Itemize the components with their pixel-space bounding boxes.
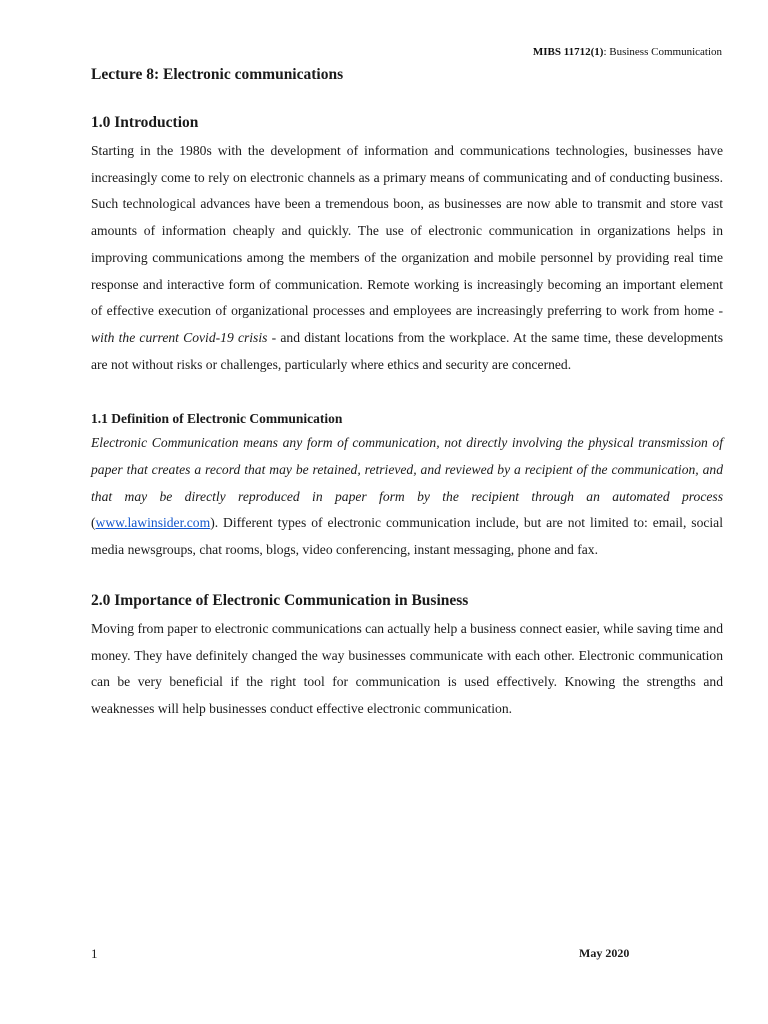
lecture-title: Lecture 8: Electronic communications bbox=[91, 66, 344, 83]
intro-paragraph bbox=[91, 138, 723, 378]
definition-section bbox=[91, 408, 723, 564]
definition-rest-text: ). Different types of electronic communication include, but are not limited to: email, social media newsgroups, chat rooms, blogs, video conferencing, instant messaging, phone and fax. bbox=[91, 515, 723, 558]
intro-heading: 1.0 Introduction bbox=[91, 114, 199, 131]
page-header bbox=[533, 46, 722, 58]
page-number: 1 bbox=[91, 946, 98, 961]
importance-heading: 2.0 Importance of Electronic Communication in Business bbox=[91, 591, 469, 609]
definition-open-paren: ( bbox=[91, 515, 96, 531]
lawinsider-link[interactable]: www.lawinsider.com bbox=[95, 515, 211, 531]
definition-heading: 1.1 Definition of Electronic Communication bbox=[91, 411, 343, 427]
definition-paragraph bbox=[91, 430, 723, 564]
importance-section bbox=[91, 590, 723, 723]
intro-text-part2: - and distant locations from the workplace. At the same time, these developments are not without risks or challenges, particularly where ethics and security are concerned. bbox=[91, 329, 724, 372]
definition-italic-text: Electronic Communication means any form of communication, not directly involving the physical transmission of paper that creates a record that may be retained, retrieved, and reviewed by a recipient of the communication, and that may be directly reproduced in paper form by the recipient through an automated process bbox=[91, 435, 723, 504]
course-code: MIBS 11712(1) bbox=[532, 46, 604, 58]
course-separator: : bbox=[603, 46, 610, 58]
intro-italic-text: with the current Covid-19 crisis bbox=[91, 329, 268, 345]
intro-section bbox=[91, 112, 723, 378]
course-title: Business Communication bbox=[609, 46, 722, 58]
footer-date: May 2020 bbox=[579, 946, 630, 960]
intro-text-part1: Starting in the 1980s with the development of information and communications technologies, businesses have increasingly come to rely on electronic channels as a primary means of communicating and of conducting business. Such technological advances have been a tremendous boon, as businesses are now able to transmit and store vast amounts of information cheaply and quickly. The use of electronic communication in organizations helps in improving communications among the members of the organization and mobile personnel by providing real time response and interactive form of communication. Remote working is increasingly becoming an important element of effective execution of organizational processes and employees are increasingly preferring to work from home - bbox=[91, 143, 723, 319]
importance-paragraph: Moving from paper to electronic communications can actually help a business connect easier, while saving time and money. They have definitely changed the way businesses communicate with each other. Electronic communication can be very beneficial if the right tool for communication is used effectively. Knowing the strengths and weaknesses will help businesses conduct effective electronic communication. bbox=[91, 620, 723, 716]
document-body bbox=[91, 64, 723, 723]
